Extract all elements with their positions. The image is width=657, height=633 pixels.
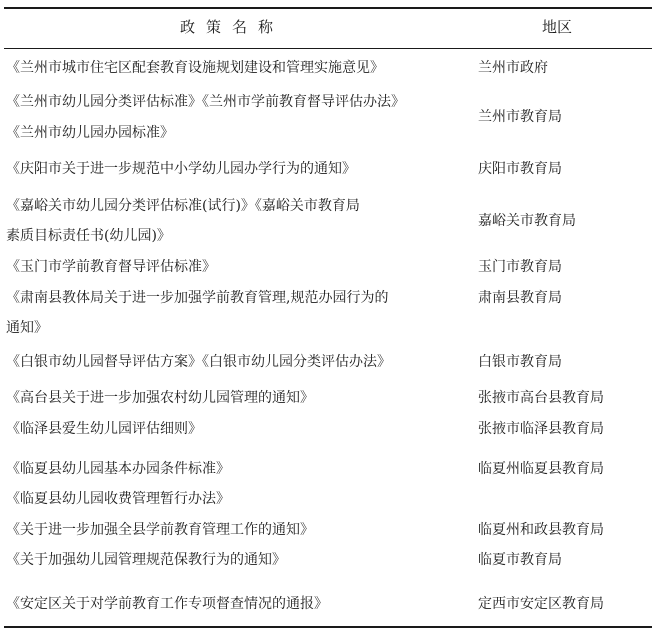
header-region: 地区: [542, 18, 573, 36]
region-cell: 庆阳市教育局: [478, 161, 562, 177]
region-cell: 嘉峪关市教育局: [478, 213, 576, 229]
header-rule: [4, 48, 652, 49]
policy-cell: 《玉门市学前教育督导评估标准》: [6, 259, 216, 275]
region-cell: 张掖市临泽县教育局: [478, 421, 604, 437]
policy-cell: 《白银市幼儿园督导评估方案》《白银市幼儿园分类评估办法》: [6, 354, 391, 370]
region-cell: 张掖市高台县教育局: [478, 390, 604, 406]
region-cell: 玉门市教育局: [478, 259, 562, 275]
region-cell: 白银市教育局: [478, 354, 562, 370]
region-cell: 临夏州临夏县教育局: [478, 461, 604, 477]
policy-cell: 《关于加强幼儿园管理规范保教行为的通知》: [6, 552, 286, 568]
policy-cell: 《临泽县爱生幼儿园评估细则》: [6, 421, 202, 437]
policy-cell: 《临夏县幼儿园基本办园条件标准》: [6, 461, 230, 477]
policy-cell: 《兰州市幼儿园办园标准》: [6, 125, 174, 141]
region-cell: 肃南县教育局: [478, 290, 562, 306]
region-cell: 兰州市教育局: [478, 109, 562, 125]
policy-cell: 《嘉峪关市幼儿园分类评估标准(试行)》《嘉峪关市教育局: [6, 198, 360, 214]
table-bottom-rule: [4, 626, 652, 628]
region-cell: 定西市安定区教育局: [478, 596, 604, 612]
policy-cell: 《临夏县幼儿园收费管理暂行办法》: [6, 491, 230, 507]
policy-cell: 《安定区关于对学前教育工作专项督查情况的通报》: [6, 596, 328, 612]
policy-cell: 《肃南县教体局关于进一步加强学前教育管理,规范办园行为的: [6, 290, 389, 306]
policy-cell: 素质目标责任书(幼儿园)》: [6, 228, 171, 244]
policy-cell: 《高台县关于进一步加强农村幼儿园管理的通知》: [6, 390, 314, 406]
policy-cell: 《兰州市城市住宅区配套教育设施规划建设和管理实施意见》: [6, 60, 384, 76]
policy-cell: 《兰州市幼儿园分类评估标准》《兰州市学前教育督导评估办法》: [6, 94, 405, 110]
region-cell: 临夏市教育局: [478, 552, 562, 568]
table-top-rule: [4, 7, 652, 9]
region-cell: 兰州市政府: [478, 60, 548, 76]
policy-cell: 《关于进一步加强全县学前教育管理工作的通知》: [6, 522, 314, 538]
policy-cell: 《庆阳市关于进一步规范中小学幼儿园办学行为的通知》: [6, 161, 356, 177]
policy-cell: 通知》: [6, 320, 48, 336]
region-cell: 临夏州和政县教育局: [478, 522, 604, 538]
header-policy-name: 政策名称: [180, 18, 285, 36]
